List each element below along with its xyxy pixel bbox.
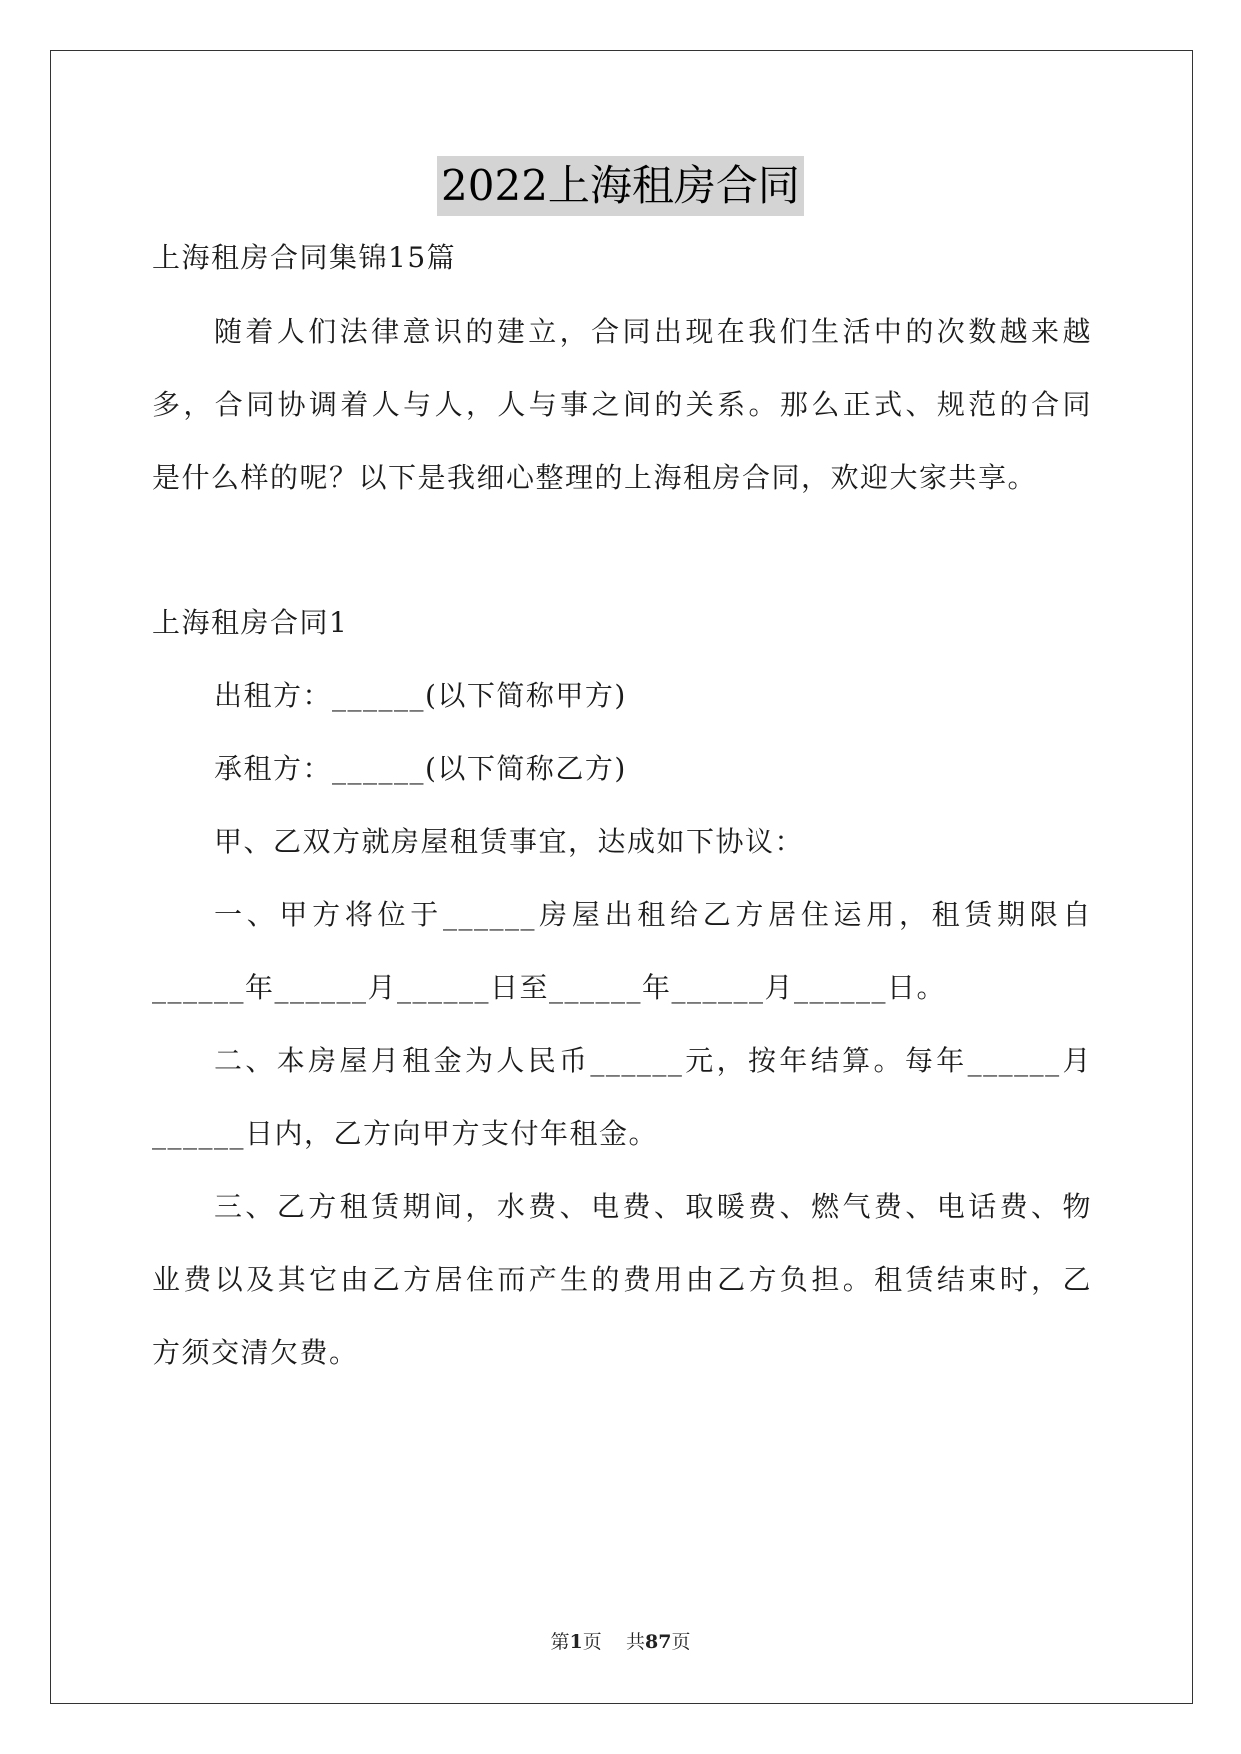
page-number: 1 bbox=[569, 1631, 583, 1653]
lessee-line: 承租方：______(以下简称乙方) bbox=[214, 752, 627, 785]
subtitle: 上海租房合同集锦15篇 bbox=[152, 241, 457, 274]
page-border bbox=[50, 50, 1193, 1704]
page-prefix: 第 bbox=[550, 1631, 570, 1653]
clause-2-line-1: 二、本房屋月租金为人民币______元，按年结算。每年______月 bbox=[214, 1044, 1092, 1077]
total-suffix: 页 bbox=[671, 1631, 691, 1653]
agreement-line: 甲、乙双方就房屋租赁事宜，达成如下协议： bbox=[214, 825, 805, 858]
title-container bbox=[0, 156, 1241, 216]
intro-line-3: 是什么样的呢？以下是我细心整理的上海租房合同，欢迎大家共享。 bbox=[152, 461, 1038, 494]
page-footer bbox=[0, 1627, 1241, 1654]
clause-3-line-1: 三、乙方租赁期间，水费、电费、取暖费、燃气费、电话费、物 bbox=[214, 1190, 1092, 1223]
clause-1-line-1: 一、甲方将位于______房屋出租给乙方居住运用，租赁期限自 bbox=[214, 898, 1092, 931]
total-prefix: 共 bbox=[625, 1631, 645, 1653]
intro-line-1: 随着人们法律意识的建立，合同出现在我们生活中的次数越来越 bbox=[214, 315, 1092, 348]
intro-line-2: 多，合同协调着人与人，人与事之间的关系。那么正式、规范的合同 bbox=[152, 388, 1092, 421]
clause-1-line-2: ______年______月______日至______年______月______日。 bbox=[152, 971, 947, 1004]
clause-3-line-2: 业费以及其它由乙方居住而产生的费用由乙方负担。租赁结束时，乙 bbox=[152, 1263, 1092, 1296]
section-heading: 上海租房合同1 bbox=[152, 606, 349, 639]
lessor-line: 出租方：______(以下简称甲方) bbox=[214, 679, 627, 712]
page-suffix: 页 bbox=[582, 1631, 602, 1653]
document-title: 2022上海租房合同 bbox=[437, 156, 804, 216]
total-pages: 87 bbox=[644, 1631, 672, 1653]
clause-2-line-2: ______日内，乙方向甲方支付年租金。 bbox=[152, 1117, 659, 1150]
clause-3-line-3: 方须交清欠费。 bbox=[152, 1336, 359, 1369]
